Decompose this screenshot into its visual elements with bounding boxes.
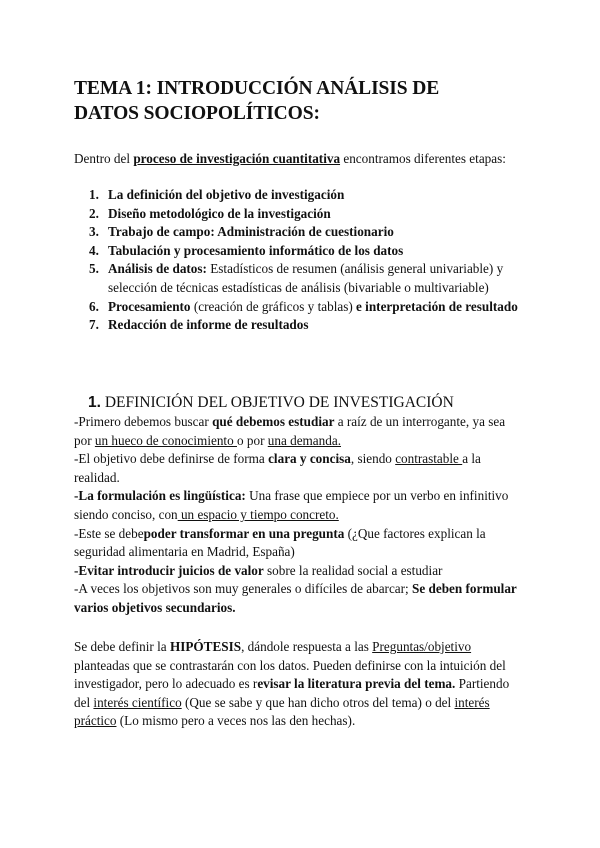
paragraph — [74, 525, 524, 562]
text: -A veces los objetivos son muy generales o difíciles de abarcar; — [74, 581, 413, 597]
bold-text: -Evitar introducir juicios de valor — [74, 562, 264, 578]
underlined-text: interés científico — [93, 694, 182, 710]
underlined-text: una demanda. — [267, 432, 341, 448]
text: (¿Que factores explican la seguridad alimentaria en Madrid, España) — [74, 525, 486, 560]
bold-text: evisar la literatura previa del tema. — [257, 676, 456, 692]
paragraph — [74, 450, 524, 487]
bold-text: HIPÓTESIS — [169, 639, 242, 654]
title-line-1: TEMA 1: INTRODUCCIÓN ANÁLISIS DE — [74, 78, 440, 99]
bold-text: poder transformar en una pregunta — [143, 525, 345, 541]
stages-list — [74, 186, 544, 335]
text: Una frase que empiece por un verbo en infinitivo siendo conciso, con — [74, 488, 509, 522]
step-text-mid: (creación de gráficos y tablas) — [190, 298, 357, 314]
text: -El objetivo debe definirse de forma — [74, 451, 269, 467]
text: Partiendo del — [74, 676, 510, 710]
list-item — [74, 205, 544, 224]
underlined-text: contrastable — [395, 451, 463, 467]
paragraph — [74, 487, 524, 524]
step-text: Diseño metodológico de la investigación — [108, 205, 331, 221]
step-text: Tabulación y procesamiento informático de los datos — [108, 242, 404, 258]
step-text: La definición del objetivo de investigación — [108, 187, 345, 202]
intro-pre: Dentro del — [74, 151, 134, 166]
step-text-rest: Estadísticos de resumen (análisis general univariable) y selección de técnicas estadísticas de análisis (bivariable o multivariable) — [108, 261, 504, 295]
section-heading — [88, 393, 548, 413]
intro-highlight: proceso de investigación cuantitativa — [133, 151, 341, 166]
list-number: 4. — [89, 242, 99, 258]
bold-text: -La formulación es lingüística: — [74, 488, 246, 504]
text: (Lo mismo pero a veces nos las den hechas). — [116, 713, 356, 729]
text: , dándole respuesta a las — [241, 639, 373, 654]
text: (Que se sabe y que han dicho otros del tema) o del — [181, 694, 455, 710]
text: a raíz de un interrogante, ya sea por — [74, 414, 506, 448]
step-text: Redacción de informe de resultados — [108, 317, 309, 333]
paragraph — [74, 413, 524, 450]
list-number: 5. — [89, 261, 99, 277]
bold-text: qué debemos estudiar — [212, 414, 335, 429]
text: , siendo — [350, 451, 396, 467]
underlined-text: Preguntas/objetivo — [372, 639, 472, 654]
text: planteadas que se contrastarán con los datos. Pueden definirse con la intuición del investigador, pero lo adecuado es r — [74, 657, 506, 692]
step-text-bold: Análisis de datos: — [108, 261, 207, 277]
text: o por — [236, 432, 268, 448]
list-number: 2. — [89, 205, 99, 221]
text: sobre la realidad social a estudiar — [263, 562, 443, 578]
list-item — [74, 242, 544, 261]
list-item — [74, 316, 544, 335]
hypothesis-paragraph — [74, 638, 524, 731]
title-line-2: DATOS SOCIOPOLÍTICOS: — [74, 103, 320, 124]
paragraph — [74, 580, 524, 617]
list-item — [74, 186, 544, 205]
list-number: 6. — [89, 298, 99, 314]
list-item — [74, 223, 544, 242]
intro-post: encontramos diferentes etapas: — [340, 151, 506, 166]
list-item — [74, 298, 544, 317]
section-body — [74, 413, 524, 618]
section-title: DEFINICIÓN DEL OBJETIVO DE INVESTIGACIÓN — [100, 394, 454, 411]
list-number: 1. — [89, 187, 99, 202]
list-item — [74, 260, 544, 297]
underlined-text: un espacio y tiempo concreto. — [177, 506, 339, 522]
list-number: 3. — [89, 224, 99, 240]
list-number: 7. — [89, 317, 99, 333]
text: -Primero debemos buscar — [74, 414, 213, 429]
step-text-bold: Procesamiento — [108, 298, 191, 314]
paragraph — [74, 638, 524, 731]
paragraph — [74, 562, 524, 581]
text: -Este se debe — [74, 525, 144, 541]
underlined-text: un hueco de conocimiento — [94, 432, 237, 448]
page-title — [74, 76, 544, 126]
bold-text: clara y concisa — [268, 451, 351, 467]
step-text: Trabajo de campo: Administración de cuestionario — [108, 224, 394, 240]
intro-paragraph — [74, 150, 534, 169]
text: Se debe definir la — [74, 639, 170, 654]
underlined-text: interés práctico — [74, 694, 490, 729]
text: a la realidad. — [74, 451, 481, 485]
bold-text: Se deben formular varios objetivos secundarios. — [74, 581, 517, 615]
section-number: 1. — [88, 394, 101, 411]
step-text-bold-2: e interpretación de resultado — [356, 298, 518, 314]
